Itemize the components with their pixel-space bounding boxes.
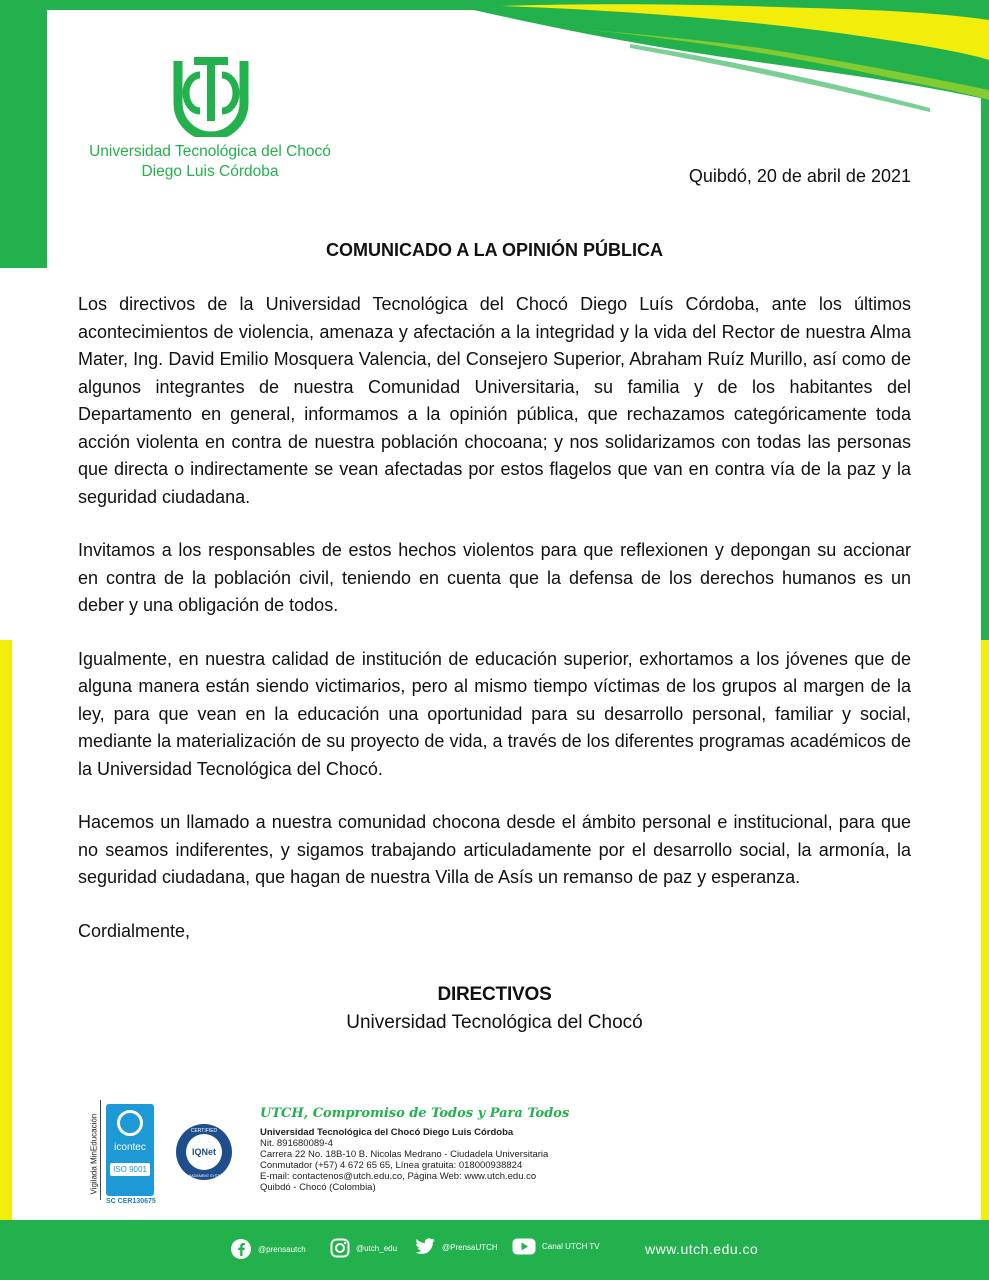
iqnet-name: IQNet xyxy=(191,1147,217,1157)
utch-logo-icon xyxy=(170,55,252,137)
website-link[interactable]: www.utch.edu.co xyxy=(645,1241,759,1257)
social-youtube[interactable] xyxy=(512,1238,600,1255)
icontec-icon xyxy=(117,1110,143,1136)
university-name-line1: Universidad Tecnológica del Chocó xyxy=(89,143,331,160)
footer-contact-info xyxy=(260,1106,660,1193)
instagram-icon xyxy=(330,1238,350,1258)
letter-date: Quibdó, 20 de abril de 2021 xyxy=(688,166,911,186)
paragraph: Hacemos un llamado a nuestra comunidad chocona desde el ámbito personal e institucional, para que no seamos indiferentes, y sigamos trabajando articuladamente por el desarrollo social, la armonía, la seguridad ciudadana, que hagan de nuestra Villa de Asís un remanso de paz y esperanza. xyxy=(78,812,911,887)
letter-body xyxy=(78,291,911,945)
iqnet-certified-icon xyxy=(174,1122,234,1182)
iqnet-top-text: CERTIFIED xyxy=(190,1128,218,1134)
closing: Cordialmente, xyxy=(78,920,191,941)
university-name xyxy=(60,142,360,182)
footer-line: E-mail: contactenos@utch.edu.co, Página Web: www.utch.edu.co xyxy=(260,1171,537,1182)
footer-line: Conmutador (+57) 4 672 65 65, Línea gratuita: 018000938824 xyxy=(260,1160,523,1171)
twitter-icon xyxy=(414,1238,436,1256)
signature-institution: Universidad Tecnológica del Chocó xyxy=(346,1012,643,1033)
twitter-handle: @PrensaUTCH xyxy=(442,1242,498,1252)
footer-line: Universidad Tecnológica del Chocó Diego Luis Córdoba xyxy=(260,1127,514,1138)
certification-logos xyxy=(86,1100,246,1210)
youtube-handle: Canal UTCH TV xyxy=(542,1242,600,1251)
footer-line: Quibdó - Chocó (Colombia) xyxy=(260,1182,376,1193)
signature-name: DIRECTIVOS xyxy=(437,984,552,1005)
left-yellow-band xyxy=(0,640,12,1220)
social-facebook[interactable] xyxy=(230,1238,306,1260)
left-green-band xyxy=(0,0,47,268)
social-instagram[interactable] xyxy=(330,1238,397,1258)
youtube-icon xyxy=(512,1238,536,1255)
right-edge-band xyxy=(981,0,989,1220)
paragraph: Los directivos de la Universidad Tecnológica del Chocó Diego Luís Córdoba, ante los últimos acontecimientos de violencia, amenaza y afectación a la integridad y la vida del Rector de nuestra Alma Mater, Ing. David Emilio Mosquera Valencia, del Consejero Superior, Abraham Ruíz Murillo, así como de algunos integrantes de nuestra Comunidad Universitaria, su familia y de los habitantes del Departamento en general, informamos a la opinión pública, que rechazamos categóricamente toda acción violenta en contra de nuestra población chocoana; y nos solidarizamos con todas las personas que directa o indirectamente se vean afectadas por estos flagelos que van en contra vía de la paz y la seguridad ciudadana. xyxy=(78,294,911,507)
university-name-line2: Diego Luis Córdoba xyxy=(141,163,279,180)
social-twitter[interactable] xyxy=(414,1238,498,1256)
footer-line: Nit. 891680089-4 xyxy=(260,1138,333,1149)
letter-title: COMUNICADO A LA OPINIÓN PÚBLICA xyxy=(326,240,663,260)
iso-label: ISO 9001 xyxy=(110,1163,150,1176)
certificate-number: SC CER130675 xyxy=(106,1198,156,1205)
icontec-badge xyxy=(106,1104,154,1196)
vigilada-mineducacion: Vigilada MinEducación xyxy=(86,1100,101,1200)
paragraph: Igualmente, en nuestra calidad de institución de educación superior, exhortamos a los jóvenes que de alguna manera están siendo victimarios, pero al mismo tiempo víctimas de los grupos al margen de la ley, para que vean en la educación una oportunidad para su desarrollo personal, familiar y social, mediante la materialización de su proyecto de vida, a través de los diferentes programas académicos de la Universidad Tecnológica del Chocó. xyxy=(78,648,911,779)
iqnet-bottom-text: MANAGEMENT SYSTEM xyxy=(183,1174,225,1178)
facebook-handle: @prensautch xyxy=(258,1244,306,1254)
icontec-name: icontec xyxy=(114,1142,146,1153)
instagram-handle: @utch_edu xyxy=(356,1243,398,1253)
paragraph: Invitamos a los responsables de estos hechos violentos para que reflexionen y depongan su accionar en contra de la población civil, teniendo en cuenta que la defensa de los derechos humanos es un deber y una obligación de todos. xyxy=(78,540,911,615)
header-swoosh-decoration xyxy=(430,0,989,140)
facebook-icon xyxy=(230,1238,252,1260)
footer-line: Carrera 22 No. 18B-10 B. Nicolas Medrano - Ciudadela Universitaria xyxy=(260,1149,549,1160)
slogan: UTCH, Compromiso de Todos y Para Todos xyxy=(260,1106,570,1121)
